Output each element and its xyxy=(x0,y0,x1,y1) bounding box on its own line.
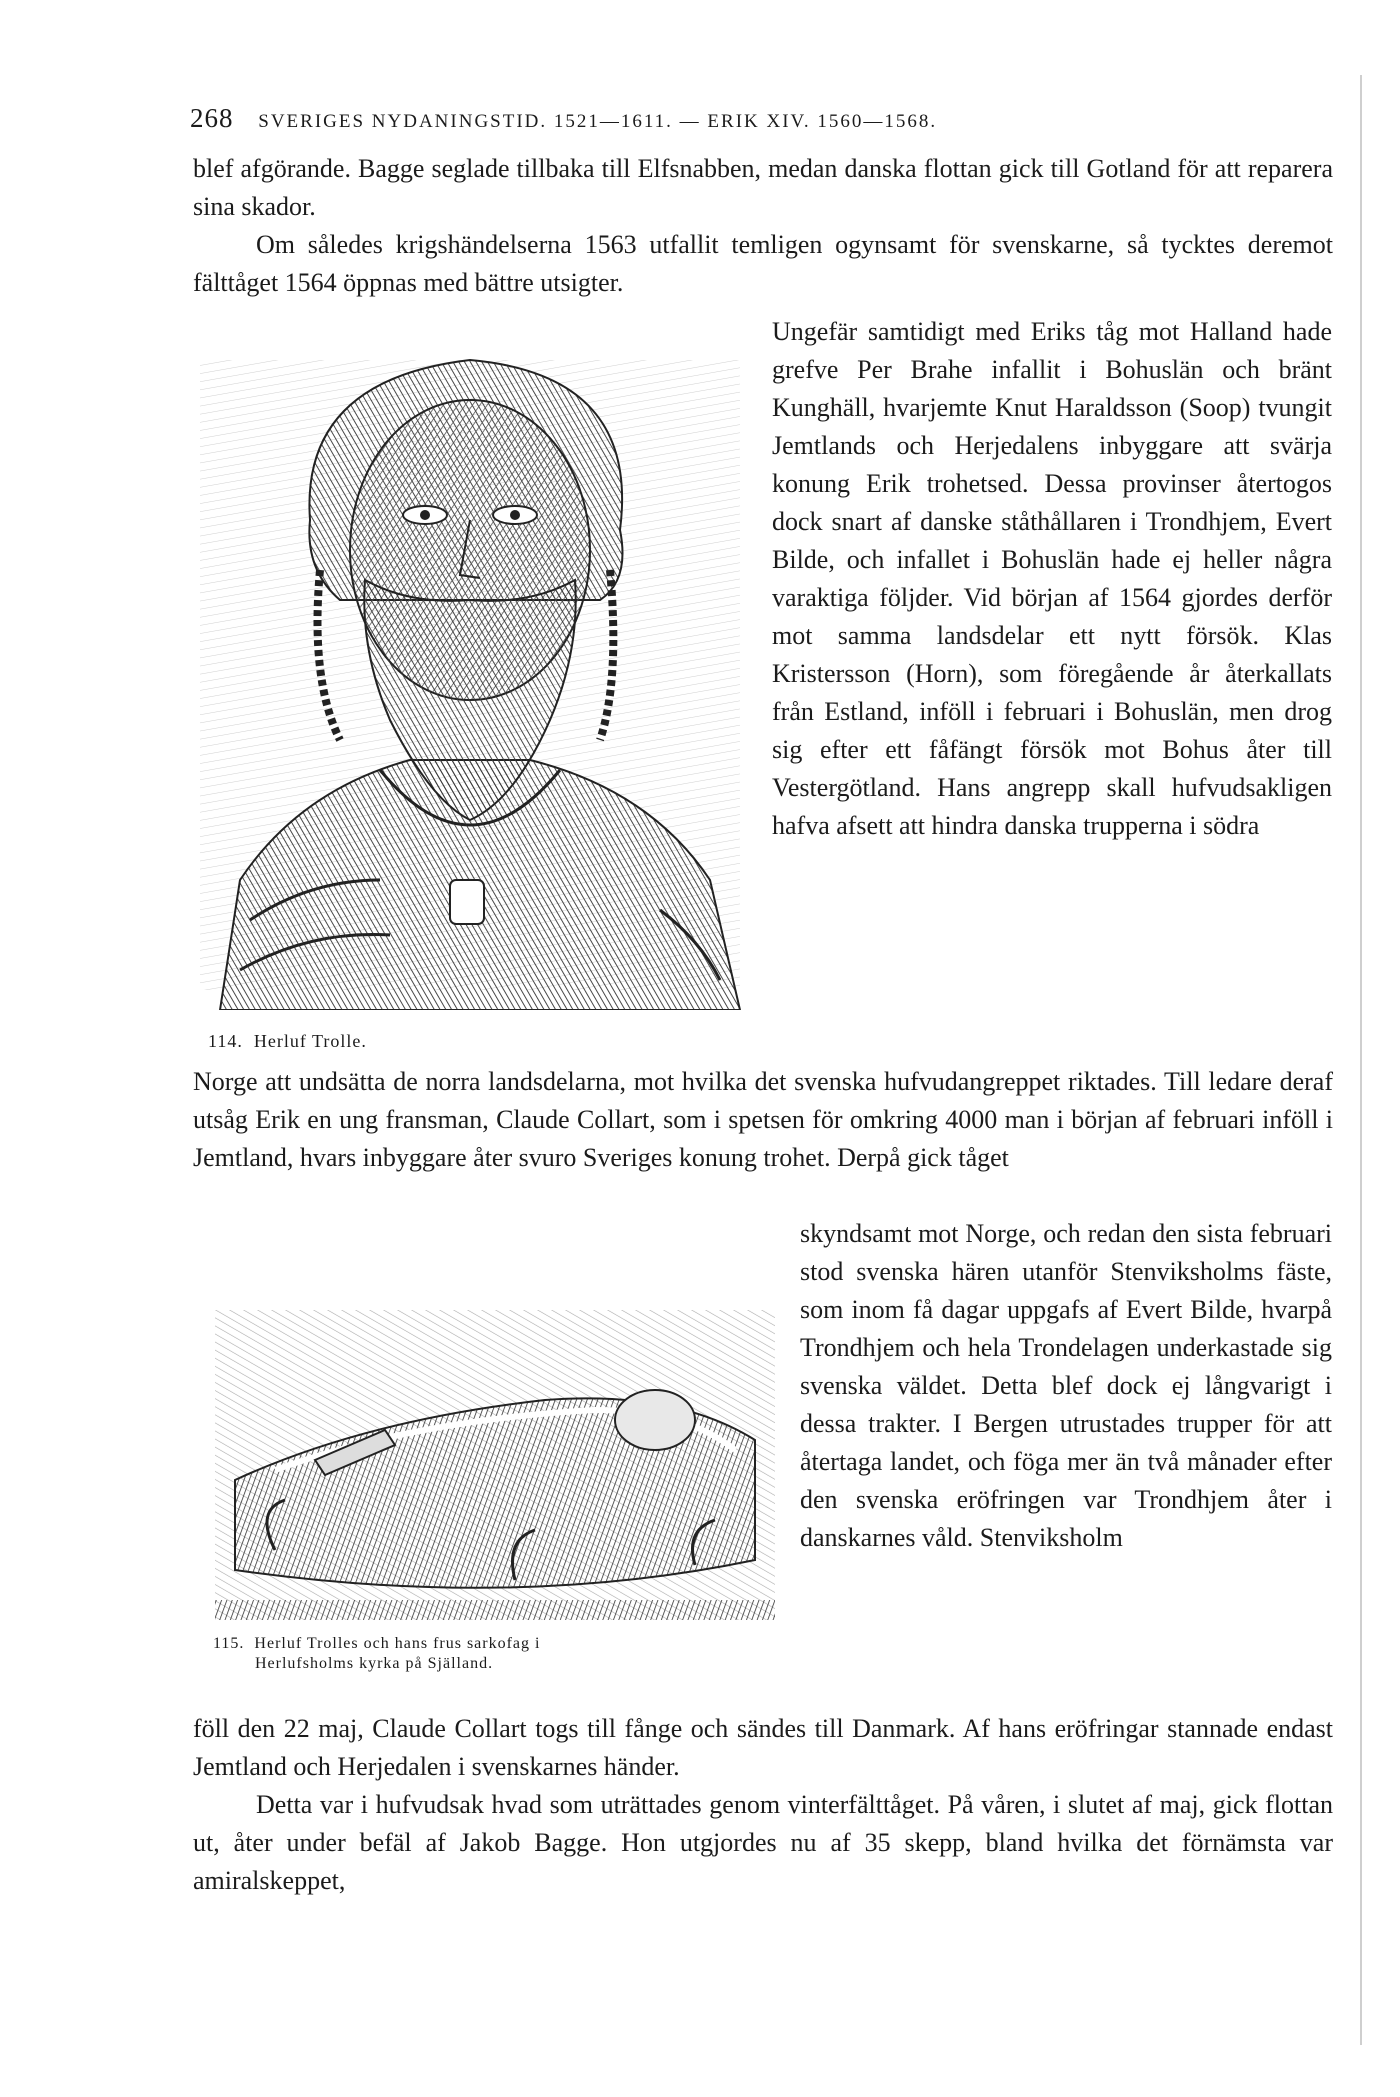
page-number: 268 xyxy=(190,103,234,133)
page-edge-rule xyxy=(1360,75,1362,2045)
figure-115-line-1: Herluf Trolles och hans frus sarkofag i xyxy=(254,1635,541,1652)
paragraph-6: föll den 22 maj, Claude Collart togs till fånge och sändes till Danmark. Af hans eröfringar stannade endast Jemtland och Herjedalen i svenskarnes händer. xyxy=(193,1714,1333,1781)
figure-114-caption xyxy=(208,1031,367,1051)
figure-115-line-2: Herlufsholms kyrka på Själland. xyxy=(255,1655,494,1672)
portrait-figure xyxy=(180,320,760,1010)
paragraph-1: blef afgörande. Bagge seglade tillbaka till Elfsnabben, medan danska flottan gick till Gotland för att reparera sina skador. xyxy=(193,154,1333,221)
figure-115-number: 115. xyxy=(213,1635,245,1652)
running-header xyxy=(190,103,1320,134)
figure-114-number: 114. xyxy=(208,1031,243,1051)
figure-114-title: Herluf Trolle. xyxy=(253,1031,367,1051)
running-title: SVERIGES NYDANINGSTID. 1521—1611. — ERIK XIV. 1560—1568. xyxy=(258,111,938,132)
paragraph-4: Norge att undsätta de norra landsdelarna, mot hvilka det svenska hufvudangreppet riktades. Till ledare deraf utsåg Erik en ung fransman, Claude Collart, som i spetsen för omkring 4000 man i början af februari inföll i Jemtland, hvars inbyggare åter svuro Sveriges konung trohet. Derpå gick tåget xyxy=(193,1067,1333,1172)
portrait-engraving xyxy=(180,320,760,1010)
paragraph-3: Ungefär samtidigt med Eriks tåg mot Halland hade grefve Per Brahe infallit i Bohuslän och bränt Kunghäll, hvarjemte Knut Haraldsson (Soop) tvungit Jemtlands och Herjedalens inbyggare att svärja konung Erik trohetsed. Dessa provinser återtogos dock snart af danske ståthållaren i Trondhjem, Evert Bilde, och infallet i Bohuslän hade ej heller några varaktiga följder. Vid början af 1564 gjordes derför mot samma landsdelar ett nytt försök. Klas Kristersson (Horn), som föregående år återkallats från Estland, inföll i februari i Bohuslän, men drog sig efter ett fåfängt försök mot Bohus åter till Vestergötland. Hans angrepp skall hufvudsakligen hafva afsett att hindra danska trupperna i södra xyxy=(772,317,1332,840)
figure-115-caption xyxy=(213,1634,773,1674)
paragraph-2: Om således krigshändelserna 1563 utfallit temligen ogynsamt för svenskarne, så tycktes deremot fälttåget 1564 öppnas med bättre utsigter. xyxy=(193,230,1333,297)
sarcophagus-engraving xyxy=(215,1310,775,1620)
paragraph-5: skyndsamt mot Norge, och redan den sista februari stod svenska hären utanför Stenviksholms fäste, som inom få dagar uppgafs af Evert Bilde, hvarpå Trondhjem och hela Trondelagen underkastade sig svenska väldet. Detta blef dock ej långvarigt i dessa trakter. I Bergen utrustades trupper för att återtaga landet, och föga mer än två månader efter den svenska eröfringen var Trondhjem åter i danskarnes våld. Stenviksholm xyxy=(800,1219,1332,1552)
paragraph-7: Detta var i hufvudsak hvad som uträttades genom vinterfälttåget. På våren, i slutet af maj, gick flottan ut, åter under befäl af Jakob Bagge. Hon utgjordes nu af 35 skepp, bland hvilka det förnämsta var amiralskeppet, xyxy=(193,1790,1333,1895)
sarcophagus-figure xyxy=(215,1310,775,1620)
